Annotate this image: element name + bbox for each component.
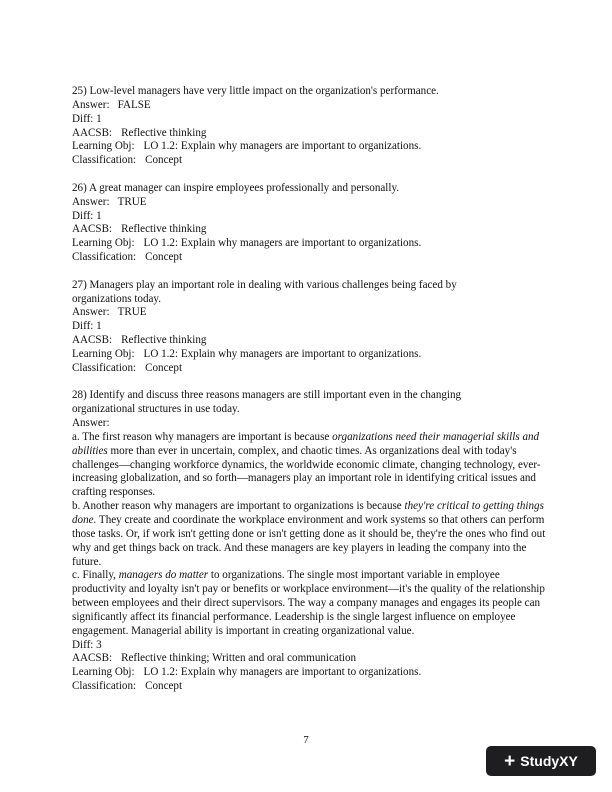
question-text-line-1: 27) Managers play an important role in dealing with various challenges being faced by [72,278,457,291]
brand-name: StudyXY [520,753,578,769]
answer-value: TRUE [117,195,147,208]
answer-line [72,306,550,320]
paragraph-a-text: a. The first reason why managers are important is because [72,430,333,443]
paragraph-b-text-rest: They create and coordinate the workplace environment and work systems so that others can perform those tasks. Or, if work isn't getting done or isn't getting done as it should be, they're the ones who find out why and get things back on track. And these managers are key players in leading the company into the future. [72,514,546,568]
question-28 [72,389,550,694]
question-text: 25) Low-level managers have very little impact on the organization's performance. [72,85,439,97]
aacsb-value: Reflective thinking [121,223,207,236]
paragraph-a-text-rest: more than ever in uncertain, complex, and chaotic times. As organizations deal with today's challenges—changing workforce dynamics, the worldwide economic climate, changing technology, ever-increasing globalization, and so forth—managers play an important role in identifying critical issues and crafting responses. [72,444,541,499]
aacsb-label: AACSB: [72,334,113,347]
classification-line [72,362,550,376]
classification-label: Classification: [72,361,137,374]
answer-label: Answer: [72,306,110,319]
difficulty: Diff: 1 [72,112,102,125]
answer-paragraph-a [72,431,550,500]
learning-objective-label: Learning Obj: [72,140,135,153]
learning-objective-value: LO 1.2: Explain why managers are important to organizations. [143,237,422,250]
paragraph-a-emphasis: organizations need their managerial skills and abilities [72,430,540,457]
learning-objective-label: Learning Obj: [72,237,135,250]
page-number: 7 [303,734,309,746]
learning-objective-line [72,666,550,680]
answer-label: Answer: [72,417,110,430]
classification-value: Concept [145,361,183,374]
aacsb-line [72,334,550,348]
aacsb-line [72,652,550,666]
answer-line [72,196,550,210]
difficulty: Diff: 3 [72,638,102,651]
answer-line [72,99,550,113]
studyxy-badge[interactable] [486,746,596,776]
question-27 [72,279,550,376]
answer-paragraph-b [72,500,550,569]
aacsb-value: Reflective thinking [121,126,207,139]
classification-line [72,251,550,265]
difficulty: Diff: 1 [72,209,102,222]
learning-objective-value: LO 1.2: Explain why managers are important to organizations. [143,347,422,360]
learning-objective-value: LO 1.2: Explain why managers are important to organizations. [143,140,422,153]
aacsb-label: AACSB: [72,126,113,139]
classification-label: Classification: [72,154,137,167]
answer-paragraph-c [72,569,550,638]
answer-label: Answer: [72,195,110,208]
classification-line [72,154,550,168]
aacsb-value: Reflective thinking [121,334,207,347]
learning-objective-label: Learning Obj: [72,666,135,679]
classification-value: Concept [145,154,183,167]
question-text-line-1: 28) Identify and discuss three reasons managers are still important even in the changing [72,389,462,402]
aacsb-label: AACSB: [72,223,113,236]
answer-value: FALSE [117,98,151,111]
paragraph-b-text: b. Another reason why managers are important to organizations is because [72,500,405,513]
learning-objective-value: LO 1.2: Explain why managers are important to organizations. [143,666,422,679]
answer-label: Answer: [72,98,110,111]
learning-objective-line [72,237,550,251]
question-text-line-2: organizations today. [72,292,162,305]
aacsb-line [72,223,550,237]
classification-value: Concept [145,251,183,264]
classification-value: Concept [145,680,183,693]
paragraph-c-text-rest: to organizations. The single most important variable in employee productivity and loyalty isn't pay or benefits or workplace environment—it's the quality of the relationship between employees and their direct supervisors. The way a company manages and engages its people can significantly affect its financial performance. Leadership is the single largest influence on employee engagement. Managerial ability is important in creating organizational value. [72,569,545,637]
paragraph-b-emphasis: they're critical to getting things done. [72,500,544,527]
learning-objective-label: Learning Obj: [72,347,135,360]
aacsb-value: Reflective thinking; Written and oral communication [121,652,357,665]
document-body [72,85,550,708]
paragraph-c-emphasis: managers do matter [118,569,209,582]
question-text-line-2: organizational structures in use today. [72,403,240,416]
learning-objective-line [72,348,550,362]
aacsb-line [72,127,550,141]
paragraph-c-text: c. Finally, [72,569,119,582]
classification-label: Classification: [72,680,137,693]
question-text: 26) A great manager can inspire employees professionally and personally. [72,181,400,194]
aacsb-label: AACSB: [72,652,113,665]
classification-line [72,680,550,694]
answer-value: TRUE [117,306,147,319]
question-25 [72,85,550,168]
difficulty: Diff: 1 [72,320,102,333]
question-26 [72,182,550,265]
classification-label: Classification: [72,251,137,264]
plus-icon: + [504,750,516,772]
learning-objective-line [72,140,550,154]
